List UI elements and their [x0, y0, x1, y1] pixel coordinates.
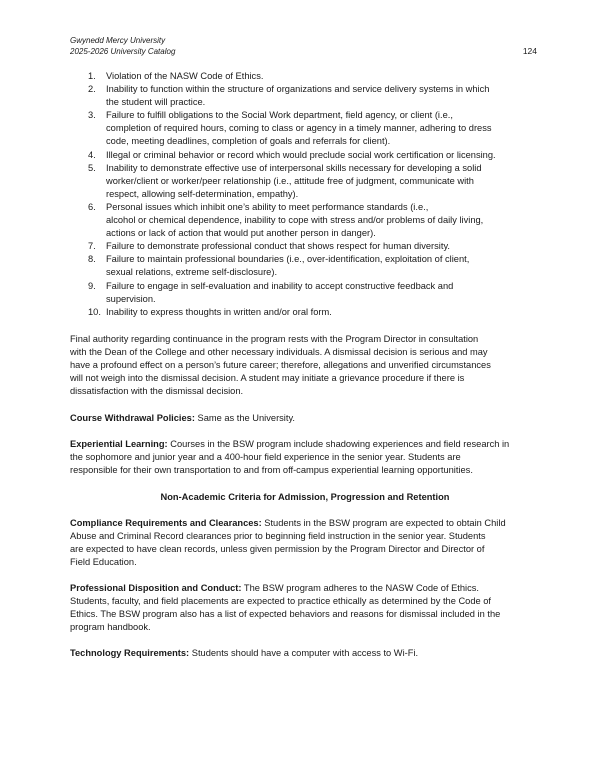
disposition-text: The BSW program adheres to the NASW Code of Ethics. [241, 583, 480, 593]
compliance-paragraph [70, 517, 540, 569]
list-item-line: Violation of the NASW Code of Ethics. [106, 71, 264, 81]
dismissal-criteria-list [70, 70, 540, 319]
paragraph-line: are expected to have clean records, unless given permission by the Program Director and Director of [70, 544, 485, 555]
paragraph-line [70, 582, 540, 595]
paragraph-line: Students, faculty, and field placements are expected to practice ethically as determined by the Code of [70, 596, 492, 607]
paragraph-line: will not weigh into the dismissal decision. A student may initiate a grievance procedure if there is [70, 373, 465, 384]
list-number: 8. [88, 254, 96, 265]
list-item [70, 201, 540, 240]
list-item-line: Illegal or criminal behavior or record which would preclude social work certification or licensing. [106, 149, 496, 160]
list-item-line: respect, allowing self-determination, empathy). [106, 188, 299, 199]
paragraph-line: the sophomore and junior year and a 400-hour field experience in the senior year. Students are [70, 452, 461, 463]
list-number: 7. [88, 241, 96, 252]
list-number: 9. [88, 280, 96, 291]
list-item-line: sexual relations, extreme self-disclosure). [106, 267, 278, 278]
list-number: 1. [88, 71, 96, 81]
technology-label: Technology Requirements: [70, 648, 190, 658]
list-item-line: supervision. [106, 293, 156, 304]
paragraph-line: responsible for their own transportation to and from off-campus experiential learning opportunities. [70, 465, 473, 476]
technology-text: Students should have a computer with access to Wi-Fi. [189, 648, 419, 658]
withdrawal-paragraph [70, 412, 540, 425]
list-item-line: worker/client or worker/peer relationship (i.e., attitude free of judgment, communicate with [106, 175, 474, 186]
list-item [70, 70, 540, 83]
list-item-line: Failure to fulfill obligations to the Social Work department, field agency, or client (i.e., [106, 110, 453, 121]
list-item [70, 162, 540, 201]
list-item [70, 240, 540, 253]
list-item-line: code, meeting deadlines, completion of goals and referrals for client). [106, 136, 391, 147]
list-item [70, 149, 540, 162]
list-item-line: Personal issues which inhibit one’s ability to meet performance standards (i.e., [106, 201, 429, 212]
experiential-paragraph [70, 438, 540, 477]
final-authority-paragraph [70, 333, 540, 398]
paragraph-line: program handbook. [70, 622, 151, 633]
list-item-line: Failure to engage in self-evaluation and inability to accept constructive feedback and [106, 280, 454, 291]
experiential-text: Courses in the BSW program include shadowing experiences and field research in [167, 439, 510, 449]
list-item [70, 306, 540, 319]
paragraph-line: dissatisfaction with the dismissal decision. [70, 386, 244, 397]
paragraph-line: Ethics. The BSW program also has a list of expected behaviors and reasons for dismissal included in the [70, 609, 501, 620]
list-item [70, 83, 540, 109]
paragraph-line: Field Education. [70, 557, 137, 568]
list-item-line: alcohol or chemical dependence, inability to cope with stress and/or problems of daily living, [106, 215, 484, 226]
list-item [70, 253, 540, 279]
list-item [70, 109, 540, 148]
list-number: 5. [88, 162, 96, 173]
page-number: 124 [522, 46, 537, 56]
compliance-text: Students in the BSW program are expected to obtain Child [261, 518, 506, 528]
technology-paragraph [70, 647, 540, 660]
section-heading: Non-Academic Criteria for Admission, Progression and Retention [160, 492, 450, 502]
list-number: 3. [88, 110, 96, 121]
list-item-line: Inability to function within the structure of organizations and service delivery systems in which [106, 84, 490, 95]
list-item-line: completion of required hours, coming to class or agency in a timely manner, adhering to dress [106, 123, 492, 134]
list-number: 6. [88, 201, 96, 212]
list-item-line: Inability to express thoughts in written and/or oral form. [106, 306, 332, 317]
paragraph-line [70, 517, 540, 530]
running-header [70, 35, 175, 57]
paragraph-line: Abuse and Criminal Record clearances prior to beginning field instruction in the senior year. Students [70, 531, 486, 542]
withdrawal-text: Same as the University. [194, 413, 296, 423]
list-item-line: the student will practice. [106, 97, 206, 108]
paragraph-line: Final authority regarding continuance in the program rests with the Program Director in consultation [70, 334, 479, 344]
paragraph-line: have a profound effect on a person’s future career; therefore, allegations and unverified circumstances [70, 360, 491, 371]
list-number: 4. [88, 149, 96, 160]
institution-name: Gwynedd Mercy University [70, 36, 166, 45]
experiential-label: Experiential Learning: [70, 439, 168, 449]
withdrawal-label: Course Withdrawal Policies: [70, 413, 195, 423]
list-item-line: Inability to demonstrate effective use of interpersonal skills necessary for developing a solid [106, 162, 482, 173]
list-item [70, 280, 540, 306]
list-item-line: actions or lack of action that would put another person in danger). [106, 228, 376, 239]
disposition-paragraph [70, 582, 540, 634]
paragraph-line: with the Dean of the College and other necessary individuals. A dismissal decision is serious and may [70, 347, 488, 358]
compliance-label: Compliance Requirements and Clearances: [70, 518, 262, 528]
list-number: 2. [88, 84, 96, 95]
list-item-line: Failure to maintain professional boundaries (i.e., over-identification, exploitation of client, [106, 254, 470, 265]
disposition-label: Professional Disposition and Conduct: [70, 583, 242, 593]
paragraph-line [70, 438, 540, 451]
list-number: 10. [88, 306, 101, 317]
catalog-title: 2025-2026 University Catalog [70, 47, 176, 56]
list-item-line: Failure to demonstrate professional conduct that shows respect for human diversity. [106, 241, 450, 252]
